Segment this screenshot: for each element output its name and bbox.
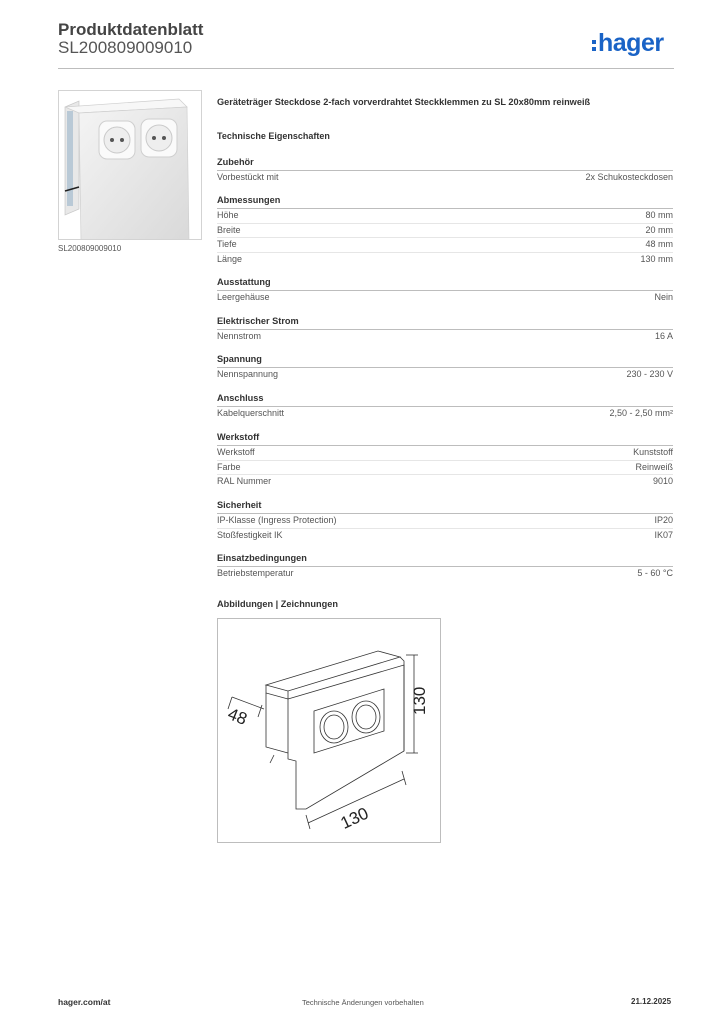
spec-row [217,330,673,344]
image-caption: SL200809009010 [58,244,122,253]
drawings-heading: Abbildungen | Zeichnungen [217,599,338,609]
spec-label: RAL Nummer [217,476,272,486]
spec-section-zubehoer [217,156,673,185]
spec-value: 9010 [652,476,673,486]
spec-row [217,253,673,267]
section-title: Zubehör [217,156,673,171]
spec-section-werkstoff [217,431,673,489]
dim-label-depth: 48 [225,704,250,729]
spec-label: IP-Klasse (Ingress Protection) [217,515,337,525]
spec-value: 16 A [654,331,673,341]
spec-section-spannung [217,353,673,382]
spec-label: Vorbestückt mit [217,172,279,182]
product-title: Geräteträger Steckdose 2-fach vorverdrahtet Steckklemmen zu SL 20x80mm reinweiß [217,97,591,107]
spec-section-einsatzbedingungen [217,552,673,581]
spec-row [217,224,673,239]
spec-label: Farbe [217,461,241,472]
section-title: Sicherheit [217,499,673,514]
spec-label: Nennspannung [217,369,279,379]
page-title: Produktdatenblatt [58,20,204,39]
spec-value: 48 mm [645,239,673,249]
spec-label: Höhe [217,210,239,220]
spec-section-ausstattung [217,276,673,305]
spec-section-elektrischer-strom [217,315,673,344]
spec-row [217,529,673,543]
product-image [58,90,202,240]
hager-logo [592,27,674,59]
spec-row [217,238,673,253]
section-title: Werkstoff [217,431,673,446]
section-title: Abmessungen [217,194,673,209]
spec-label: Kabelquerschnitt [217,408,285,418]
spec-label: Werkstoff [217,447,255,457]
spec-label: Länge [217,253,243,264]
spec-value: 5 - 60 °C [637,568,673,578]
spec-value: IP20 [654,515,673,525]
spec-row [217,291,673,305]
spec-value: 130 mm [640,253,673,264]
spec-row [217,461,673,476]
specs-heading: Technische Eigenschaften [217,131,330,141]
logo-text: hager [598,28,664,57]
header-divider [58,68,674,69]
dim-label-height: 130 [410,686,429,715]
spec-section-anschluss [217,392,673,421]
spec-label: Stoßfestigkeit IK [217,529,283,540]
spec-section-sicherheit [217,499,673,542]
spec-row [217,446,673,461]
spec-row [217,368,673,382]
spec-row [217,475,673,489]
dim-label-length: 130 [337,803,372,833]
spec-row [217,171,673,185]
article-number: SL200809009010 [58,38,193,57]
spec-value: Kunststoff [633,447,673,457]
footer-website: hager.com/at [58,997,111,1007]
spec-value: 80 mm [645,210,673,220]
spec-row [217,407,673,421]
footer-date: 21.12.2025 [631,997,672,1006]
footer-note: Technische Änderungen vorbehalten [302,998,424,1007]
spec-value: 2x Schukosteckdosen [585,172,673,182]
spec-value: Reinweiß [635,461,673,472]
spec-row [217,567,673,581]
section-title: Ausstattung [217,276,673,291]
spec-label: Nennstrom [217,331,262,341]
spec-value: 2,50 - 2,50 mm² [609,408,673,418]
spec-label: Breite [217,224,241,235]
section-title: Anschluss [217,392,673,407]
spec-row [217,209,673,224]
dimension-drawing [217,618,441,843]
spec-row [217,514,673,529]
spec-label: Tiefe [217,239,237,249]
spec-label: Leergehäuse [217,292,270,302]
section-title: Einsatzbedingungen [217,552,673,567]
spec-value: IK07 [654,529,673,540]
spec-value: 230 - 230 V [626,369,673,379]
spec-section-abmessungen [217,194,673,266]
spec-label: Betriebstemperatur [217,568,294,578]
logo-dots-icon [592,40,596,51]
spec-value: Nein [654,292,673,302]
section-title: Elektrischer Strom [217,315,673,330]
section-title: Spannung [217,353,673,368]
spec-value: 20 mm [645,224,673,235]
